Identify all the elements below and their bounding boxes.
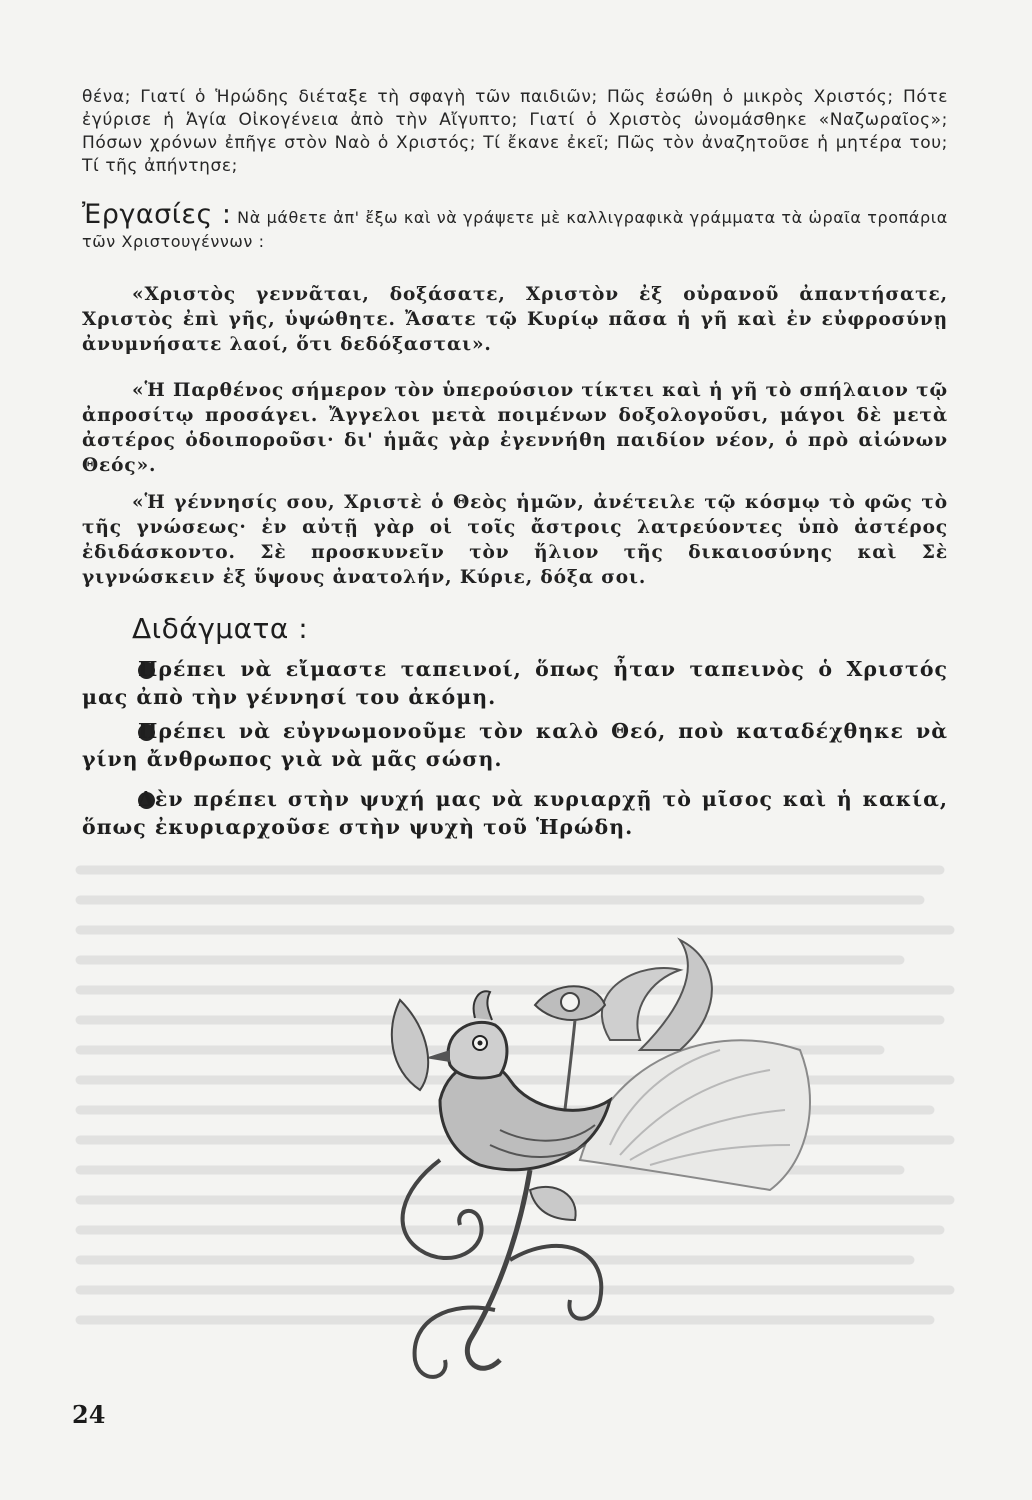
- lesson-3: Δὲν πρέπει στὴν ψυχή μας νὰ κυριαρχῇ τὸ μῖσος καὶ ἡ κακία, ὅπως ἐκυριαρχοῦσε στὴν ψυχὴ τοῦ Ἡρώδη.: [82, 787, 948, 839]
- lessons-title: Διδάγματα :: [132, 612, 309, 645]
- tasks-heading: Ἐργασίες :: [82, 199, 232, 230]
- hymn-2: «Ἡ Παρθένος σήμερον τὸν ὑπερούσιον τίκτει καὶ ἡ γῆ τὸ σπήλαιον τῷ ἀπροσίτῳ προσάγει. Ἄγγελοι μετὰ ποιμένων δοξολογοῦσι, μάγοι δὲ μετὰ ἀστέρος ὁδοιποροῦσι· δι' ἡμᾶς γὰρ ἐγεννήθη παιδίον νέον, ὁ πρὸ αἰώνων Θεός».: [82, 380, 948, 476]
- tasks-instruction: Νὰ μάθετε ἀπ' ἔξω καὶ νὰ γράψετε μὲ καλλιγραφικὰ γράμματα τὰ ὡραῖα τροπάρια τῶν Χριστουγέννων :: [82, 208, 948, 251]
- page-number: 24: [72, 1400, 106, 1429]
- bird-ornament-illustration: [380, 930, 840, 1400]
- hymn-1: «Χριστὸς γεννᾶται, δοξάσατε, Χριστὸν ἐξ οὐρανοῦ ἀπαντήσατε, Χριστὸς ἐπὶ γῆς, ὑψώθητε. Ἄσατε τῷ Κυρίῳ πᾶσα ἡ γῆ καὶ ἐν εὐφροσύνῃ ἀνυμνήσατε λαοί, ὅτι δεδόξασται».: [82, 284, 948, 355]
- lesson-2: Πρέπει νὰ εὐγνωμονοῦμε τὸν καλὸ Θεό, ποὺ καταδέχθηκε νὰ γίνη ἄνθρωπος γιὰ νὰ μᾶς σώση.: [82, 719, 948, 771]
- lesson-1: Πρέπει νὰ εἴμαστε ταπεινοί, ὅπως ἦταν ταπεινὸς ὁ Χριστός μας ἀπὸ τὴν γέννησί του ἀκόμη.: [82, 657, 948, 709]
- tasks-section: [82, 199, 948, 254]
- review-questions: θένα; Γιατί ὁ Ἡρώδης διέταξε τὴ σφαγὴ τῶν παιδιῶν; Πῶς ἐσώθη ὁ μικρὸς Χριστός; Πότε ἐγύρισε ἡ Ἁγία Οἰκογένεια ἀπὸ τὴν Αἴγυπτο; Γιατί ὁ Χριστὸς ὠνομάσθηκε «Ναζωραῖος»; Πόσων χρόνων ἐπῆγε στὸν Ναὸ ὁ Χριστός; Τί ἔκανε ἐκεῖ; Πῶς τὸν ἀναζητοῦσε ἡ μητέρα του; Τί τῆς ἀπήντησε;: [82, 87, 948, 176]
- hymn-3: «Ἡ γέννησίς σου, Χριστὲ ὁ Θεὸς ἡμῶν, ἀνέτειλε τῷ κόσμῳ τὸ φῶς τὸ τῆς γνώσεως· ἐν αὐτῇ γὰρ οἱ τοῖς ἄστροις λατρεύοντες ὑπὸ ἀστέρος ἐδιδάσκοντο. Σὲ προσκυνεῖν τὸν ἥλιον τῆς δικαιοσύνης καὶ Σὲ γιγνώσκειν ἐξ ὕψους ἀνατολήν, Κύριε, δόξα σοι.: [82, 492, 948, 588]
